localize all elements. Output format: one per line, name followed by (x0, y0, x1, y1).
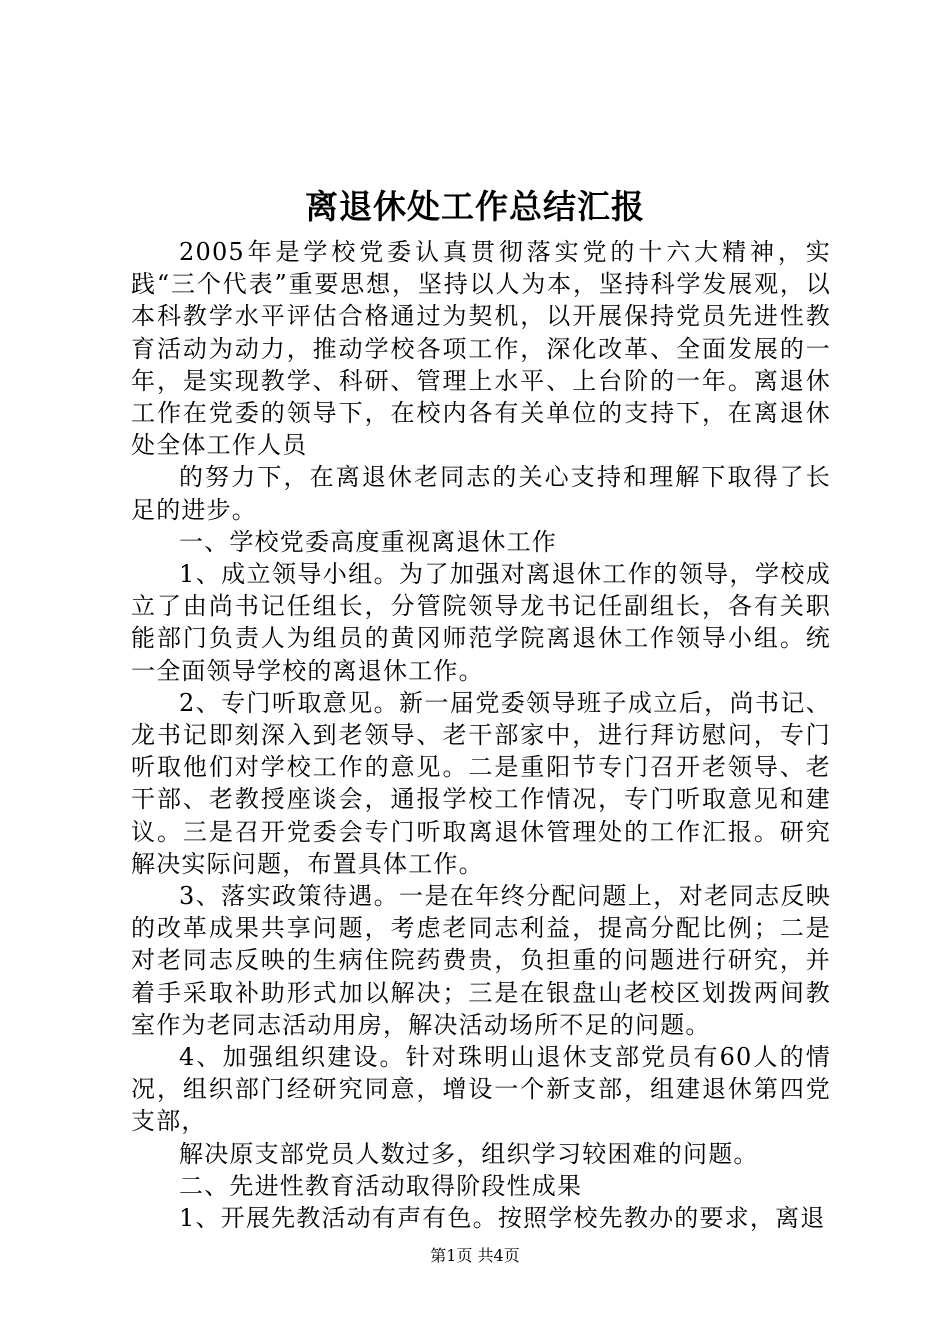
paragraph: 2、专门听取意见。新一届党委领导班子成立后，尚书记、龙书记即刻深入到老领导、老干部家中，进行拜访慰问，专门听取他们对学校工作的意见。二是重阳节专门召开老领导、老干部、老教授座谈会，通报学校工作情况，专门听取意见和建议。三是召开党委会专门听取离退休管理处的工作汇报。研究解决实际问题，布置具体工作。 (131, 688, 831, 878)
paragraph: 3、落实政策待遇。一是在年终分配问题上，对老同志反映的改革成果共享问题，考虑老同志利益，提高分配比例；二是对老同志反映的生病住院药费贵，负担重的问题进行研究，并着手采取补助形式加以解决；三是在银盘山老校区划拨两间教室作为老同志活动用房，解决活动场所不足的问题。 (131, 882, 831, 1039)
section-heading: 二、先进性教育活动取得阶段性成果 (179, 1171, 583, 1200)
document-body (131, 236, 831, 1234)
paragraph: 解决原支部党员人数过多，组织学习较困难的问题。 (179, 1139, 759, 1168)
document-title: 离退休处工作总结汇报 (305, 187, 645, 226)
section-heading: 一、学校党委高度重视离退休工作 (179, 527, 557, 556)
paragraph: 1、开展先教活动有声有色。按照学校先教办的要求，离退 (179, 1204, 826, 1233)
page-number-footer: 第1页 共4页 (430, 1246, 520, 1265)
paragraph: 的努力下，在离退休老同志的关心支持和理解下取得了长足的进步。 (131, 463, 831, 524)
paragraph: 4、加强组织建设。针对珠明山退休支部党员有60人的情况，组织部门经研究同意，增设一个新支部，组建退休第四党支部， (131, 1043, 831, 1136)
paragraph: 2005年是学校党委认真贯彻落实党的十六大精神，实践“三个代表”重要思想，坚持以人为本，坚持科学发展观，以本科教学水平评估合格通过为契机，以开展保持党员先进性教育活动为动力，推动学校各项工作，深化改革、全面发展的一年，是实现教学、科研、管理上水平、上台阶的一年。离退休工作在党委的领导下，在校内各有关单位的支持下，在离退休处全体工作人员 (131, 238, 831, 460)
paragraph: 1、成立领导小组。为了加强对离退休工作的领导，学校成立了由尚书记任组长，分管院领导龙书记任副组长，各有关职能部门负责人为组员的黄冈师范学院离退休工作领导小组。统一全面领导学校的离退休工作。 (131, 560, 831, 685)
